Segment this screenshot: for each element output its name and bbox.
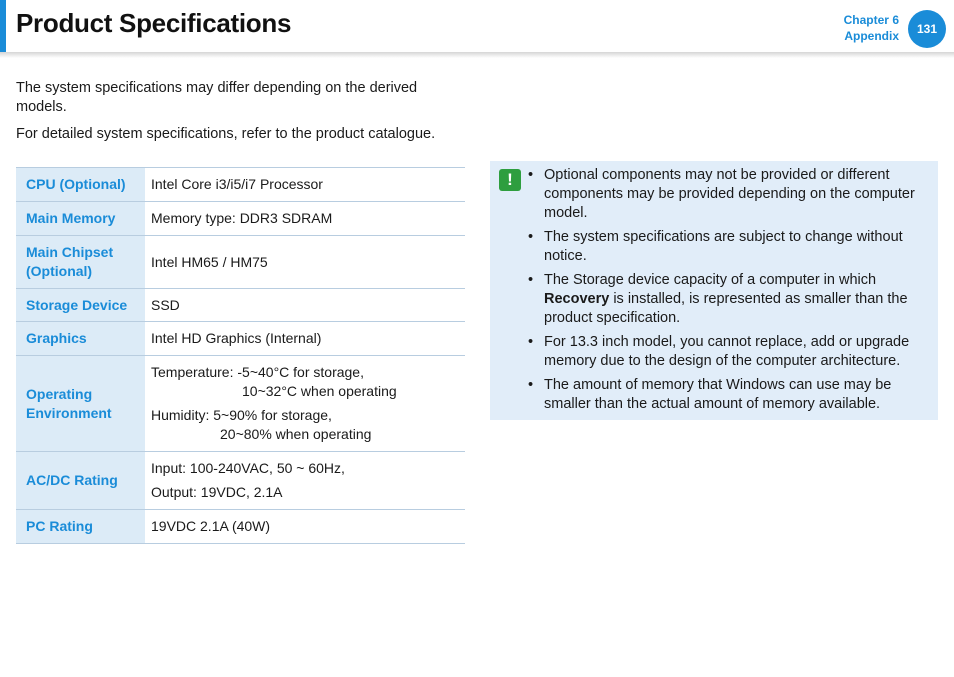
spec-table (16, 167, 465, 544)
spec-label-memory: Main Memory (16, 202, 145, 236)
spec-label-acdc: AC/DC Rating (16, 452, 145, 510)
spec-row-environment (16, 356, 465, 452)
note-item-subject-to-change (528, 228, 932, 266)
bullet-icon: • (528, 229, 534, 245)
env-temp-storage: Temperature: -5~40°C for storage, (151, 364, 364, 380)
note-text: Optional components may not be provided or different components may be provided depending on the computer model. (544, 167, 915, 221)
note-item-windows-memory (528, 376, 932, 414)
note-text: For 13.3 inch model, you cannot replace, add or upgrade memory due to the design of the computer architecture. (544, 334, 910, 369)
spec-row-pc-rating (16, 510, 465, 544)
intro-line-catalogue: For detailed system specifications, refer to the product catalogue. (16, 126, 436, 142)
intro-line-derived-models: The system specifications may differ depending on the derived models. (16, 80, 418, 115)
spec-row-cpu (16, 168, 465, 202)
bullet-icon: • (528, 334, 534, 350)
note-list (528, 166, 932, 419)
note-box (490, 161, 938, 420)
header-divider (0, 52, 954, 58)
spec-value-chipset: Intel HM65 / HM75 (151, 253, 268, 270)
env-temp-operating: 10~32°C when operating (242, 383, 397, 399)
intro-text (16, 79, 466, 152)
note-text: The amount of memory that Windows can use may be smaller than the actual amount of memory available. (544, 377, 892, 412)
bullet-icon: • (528, 167, 534, 183)
acdc-input: Input: 100-240VAC, 50 ~ 60Hz, (151, 460, 345, 476)
note-item-optional-components (528, 166, 932, 223)
spec-row-memory (16, 202, 465, 236)
note-text-recovery: Recovery (544, 291, 610, 307)
chapter-name: Appendix (844, 29, 899, 43)
note-text: The system specifications are subject to change without notice. (544, 229, 903, 264)
spec-label-pc-rating: PC Rating (16, 510, 145, 544)
exclamation-icon: ! (499, 169, 521, 191)
spec-row-chipset (16, 236, 465, 289)
spec-value-cpu: Intel Core i3/i5/i7 Processor (151, 176, 323, 192)
spec-value-acdc (145, 452, 465, 510)
env-humidity-operating: 20~80% when operating (220, 426, 372, 442)
chapter-number: Chapter 6 (843, 13, 899, 27)
spec-row-storage (16, 289, 465, 322)
spec-row-acdc (16, 452, 465, 510)
note-item-storage-capacity (528, 271, 932, 328)
spec-label-environment: Operating Environment (16, 356, 145, 452)
spec-label-storage: Storage Device (16, 289, 145, 322)
note-text-pre: The Storage device capacity of a computer in which (544, 272, 877, 288)
bullet-icon: • (528, 377, 534, 393)
chapter-label (844, 12, 899, 44)
page-number-badge: 131 (908, 10, 946, 48)
bullet-icon: • (528, 272, 534, 288)
spec-value-memory: Memory type: DDR3 SDRAM (151, 210, 333, 226)
spec-value-environment (145, 356, 465, 452)
acdc-output: Output: 19VDC, 2.1A (151, 484, 283, 500)
spec-value-pc-rating: 19VDC 2.1A (40W) (151, 518, 271, 534)
spec-label-chipset: Main Chipset (Optional) (16, 236, 145, 289)
page-title: Product Specifications (16, 8, 292, 38)
header-accent-bar (0, 0, 6, 53)
spec-row-graphics (16, 322, 465, 356)
spec-value-graphics: Intel HD Graphics (Internal) (151, 330, 322, 346)
spec-label-graphics: Graphics (16, 322, 145, 356)
note-item-memory-upgrade (528, 333, 932, 371)
spec-label-cpu: CPU (Optional) (16, 168, 145, 202)
env-humidity-storage: Humidity: 5~90% for storage, (151, 407, 332, 423)
spec-value-storage: SSD (151, 296, 180, 313)
note-text-post: is installed, is represented as smaller than the product specification. (544, 291, 908, 326)
